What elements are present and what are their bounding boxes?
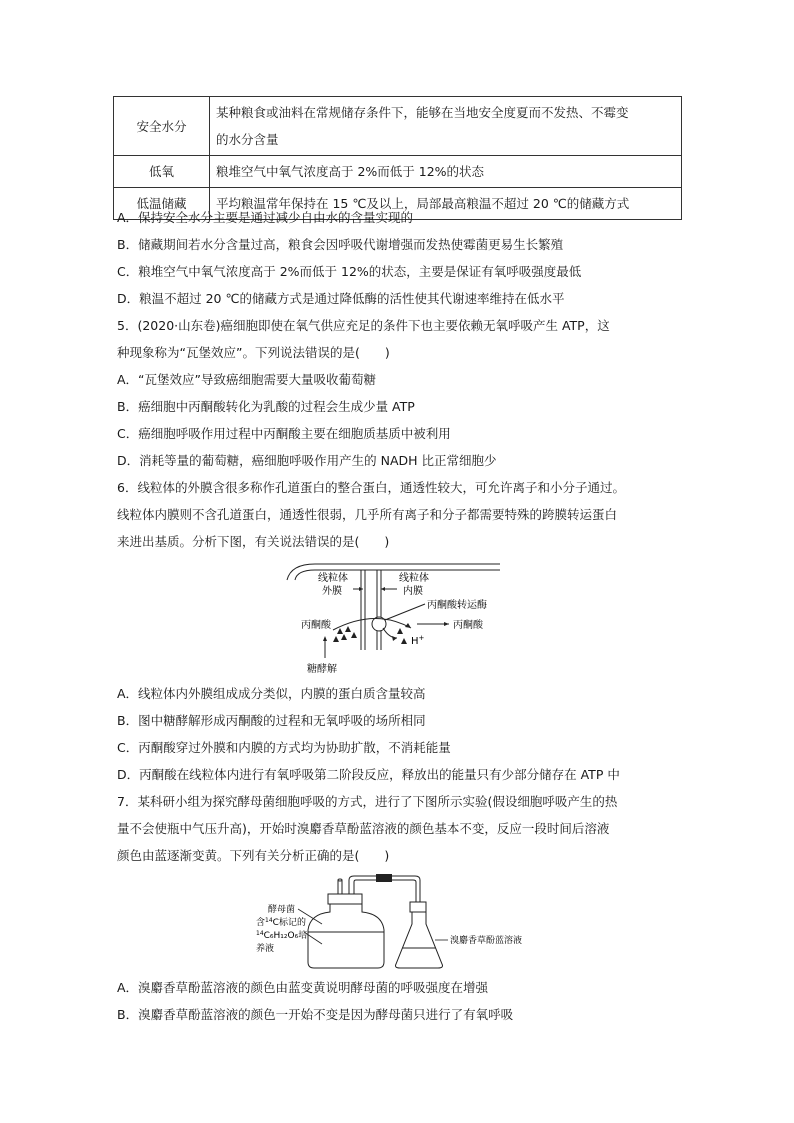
- q6-option-a: A．线粒体内外膜组成成分类似，内膜的蛋白质含量较高: [117, 686, 426, 701]
- q6-option-c: C．丙酮酸穿过外膜和内膜的方式均为协助扩散，不消耗能量: [117, 740, 451, 755]
- yeast-label: 酵母菌: [268, 905, 296, 915]
- proton-symbol: H: [411, 636, 419, 647]
- definition-table: [113, 96, 682, 220]
- yeast-experiment-figure: [250, 872, 560, 972]
- arrow-head-icon: [323, 636, 327, 641]
- labeled-text: C标记的: [272, 918, 306, 928]
- table-desc-line: 粮堆空气中氧气浓度高于 2%而低于 12%的状态: [216, 164, 485, 179]
- labeled-sup: 14: [265, 917, 273, 924]
- proton-triangle-icon: [397, 628, 403, 634]
- table-desc-line: 的水分含量: [216, 132, 279, 147]
- right-flask-stopper: [410, 902, 426, 912]
- q5-stem-line: 5．(2020·山东卷)癌细胞即使在氧气供应充足的条件下也主要依赖无氧呼吸产生 ATP，这: [117, 318, 610, 333]
- glycolysis-label: 糖酵解: [307, 664, 337, 675]
- glucose-label: [256, 929, 307, 941]
- proton-flow-arrow: [383, 628, 397, 638]
- arrow-head-icon: [444, 622, 449, 626]
- proton-triangle-icon: [401, 638, 407, 644]
- table-desc-line: 某种粮食或油料在常规储存条件下，能够在当地安全度夏而不发热、不霉变: [216, 105, 629, 120]
- table-row: [114, 156, 682, 188]
- q7-stem-line: 7．某科研小组为探究酵母菌细胞呼吸的方式，进行了下图所示实验(假设细胞呼吸产生的热: [117, 794, 618, 809]
- inner-membrane-label: 线粒体: [399, 573, 429, 584]
- q5-option-a: A．“瓦堡效应”导致癌细胞需要大量吸收葡萄糖: [117, 372, 377, 387]
- table-desc-line: 平均粮温常年保持在 15 ℃及以上，局部最高粮温不超过 20 ℃的储藏方式: [216, 196, 630, 211]
- transporter-label: 丙酮酸转运酶: [427, 600, 487, 611]
- q5-option-d: D．消耗等量的葡萄糖，癌细胞呼吸作用产生的 NADH 比正常细胞少: [117, 453, 497, 468]
- q6-option-b: B．图中糖酵解形成丙酮酸的过程和无氧呼吸的场所相同: [117, 713, 426, 728]
- glucose-sup: 14: [256, 930, 264, 937]
- labeled-medium-label: [256, 916, 306, 928]
- left-bottle: [308, 904, 384, 968]
- left-bottle-stopper: [328, 894, 362, 904]
- arrow-head-icon: [381, 587, 385, 591]
- q4-option-a: A．保持安全水分主要是通过减少自由水的含量实现的: [117, 210, 414, 225]
- q4-option-b: B．储藏期间若水分含量过高，粮食会因呼吸代谢增强而发热使霉菌更易生长繁殖: [117, 237, 564, 252]
- proton-triangle-icon: [351, 632, 357, 638]
- table-term: 安全水分: [114, 97, 210, 156]
- proton-charge: +: [418, 634, 425, 642]
- arrow-head-icon: [392, 636, 397, 641]
- tube-clamp: [376, 874, 392, 882]
- pyruvate-label-left: 丙酮酸: [301, 620, 331, 631]
- pyruvate-label-right: 丙酮酸: [453, 620, 483, 631]
- table-term: 低温储藏: [114, 188, 210, 220]
- medium-label: 养液: [256, 944, 275, 954]
- inlet-tube-top: [338, 879, 342, 881]
- q7-stem-line: 量不会使瓶中气压升高)，开始时溴麝香草酚蓝溶液的颜色基本不变，反应一段时间后溶液: [117, 821, 610, 836]
- q6-stem-line: 来进出基质。分析下图，有关说法错误的是( ): [117, 534, 390, 549]
- transporter-pointer: [385, 604, 425, 620]
- proton-triangle-icon: [337, 628, 343, 634]
- proton-triangle-icon: [341, 634, 347, 640]
- table-desc: [210, 97, 682, 156]
- proton-triangle-icon: [345, 626, 351, 632]
- labeled-text: 含: [256, 918, 266, 928]
- glucose-text: C₆H₁₂O₆培: [263, 931, 308, 941]
- table-term: 低氧: [114, 156, 210, 188]
- q7-stem-line: 颜色由蓝逐渐变黄。下列有关分析正确的是( ): [117, 848, 390, 863]
- indicator-label: 溴麝香草酚蓝溶液: [450, 936, 523, 946]
- inner-membrane-label: 内膜: [403, 586, 423, 597]
- q7-option-b: B．溴麝香草酚蓝溶液的颜色一开始不变是因为酵母菌只进行了有氧呼吸: [117, 1007, 514, 1022]
- q5-option-c: C．癌细胞呼吸作用过程中丙酮酸主要在细胞质基质中被利用: [117, 426, 451, 441]
- q6-option-d: D．丙酮酸在线粒体内进行有氧呼吸第二阶段反应，释放出的能量只有少部分储存在 ATP 中: [117, 767, 620, 782]
- q7-option-a: A．溴麝香草酚蓝溶液的颜色由蓝变黄说明酵母菌的呼吸强度在增强: [117, 980, 489, 995]
- q4-option-c: C．粮堆空气中氧气浓度高于 2%而低于 12%的状态，主要是保证有氧呼吸强度最低: [117, 264, 582, 279]
- outer-membrane-label: 线粒体: [318, 573, 348, 584]
- outer-membrane-label: 外膜: [322, 586, 342, 597]
- q4-option-d: D．粮温不超过 20 ℃的储藏方式是通过降低酶的活性使其代谢速率维持在低水平: [117, 291, 565, 306]
- table-desc: [210, 156, 682, 188]
- q6-stem-line: 线粒体内膜则不含孔道蛋白，通透性很弱，几乎所有离子和分子都需要特殊的跨膜转运蛋白: [117, 507, 618, 522]
- q5-option-b: B．癌细胞中丙酮酸转化为乳酸的过程会生成少量 ATP: [117, 399, 415, 414]
- mitochondria-membrane-figure: [285, 558, 505, 678]
- table-row: [114, 97, 682, 156]
- q6-stem-line: 6．线粒体的外膜含很多称作孔道蛋白的整合蛋白，通透性较大，可允许离子和小分子通过。: [117, 480, 625, 495]
- proton-triangle-icon: [333, 636, 339, 642]
- proton-label: [411, 634, 425, 647]
- q5-stem-line: 种现象称为“瓦堡效应”。下列说法错误的是( ): [117, 345, 390, 360]
